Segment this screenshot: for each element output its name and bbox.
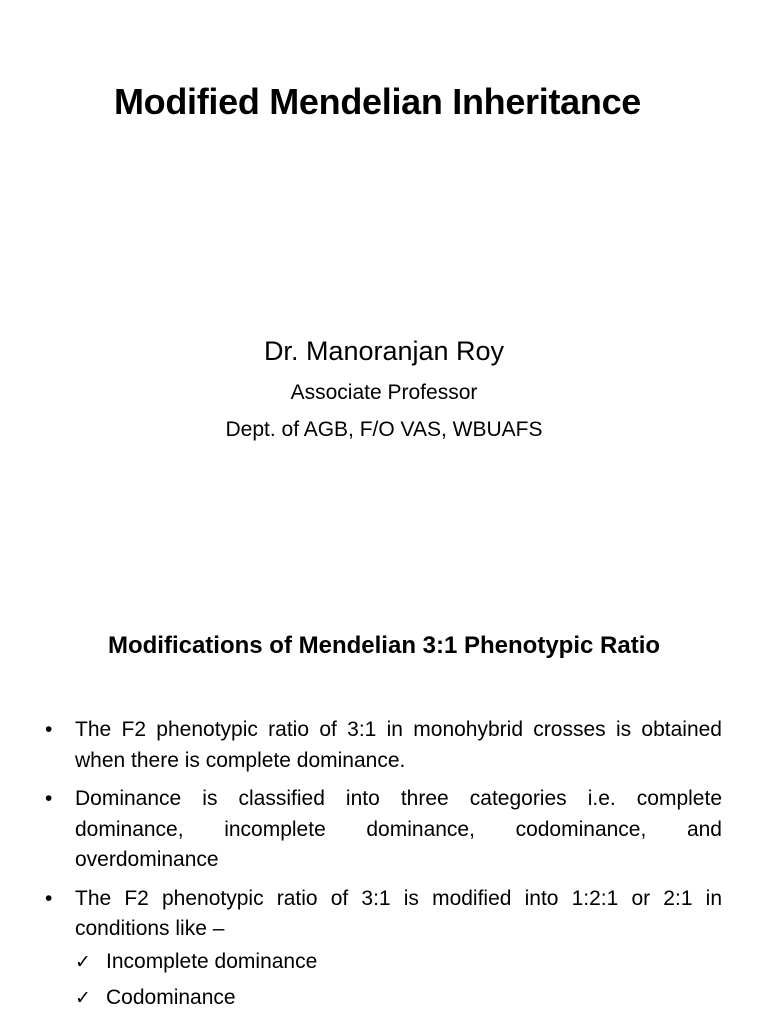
- bullet-icon: •: [45, 787, 53, 810]
- checkmark-icon: ✓: [75, 986, 91, 1009]
- author-department: Dept. of AGB, F/O VAS, WBUAFS: [225, 418, 543, 441]
- bullet-item: [45, 784, 722, 876]
- check-item: [75, 947, 722, 977]
- bullet-icon: •: [45, 718, 53, 741]
- bullet-text: The F2 phenotypic ratio of 3:1 in monohybrid crosses is obtained when there is complete dominance.: [75, 718, 722, 772]
- author-role: Associate Professor: [290, 381, 478, 404]
- content-slide: [0, 576, 768, 1024]
- author-name: Dr. Manoranjan Roy: [263, 336, 505, 366]
- bullet-text: Dominance is classified into three categories i.e. complete dominance, incomplete dominance, codominance, and overdominance: [75, 787, 722, 871]
- check-item: [75, 983, 722, 1013]
- bullet-text: The F2 phenotypic ratio of 3:1 is modified into 1:2:1 or 2:1 in conditions like –: [75, 886, 722, 940]
- checkmark-icon: ✓: [75, 950, 91, 973]
- check-text: Codominance: [106, 985, 236, 1009]
- check-list: [75, 947, 722, 1013]
- bullet-list: [45, 715, 722, 1021]
- bullet-item: [45, 715, 722, 776]
- presentation-title: Modified Mendelian Inheritance: [113, 81, 642, 122]
- bullet-icon: •: [45, 886, 53, 910]
- bullet-item: [45, 884, 722, 1013]
- check-text: Incomplete dominance: [106, 949, 318, 973]
- slide-title: Modifications of Mendelian 3:1 Phenotypic Ratio: [107, 632, 661, 659]
